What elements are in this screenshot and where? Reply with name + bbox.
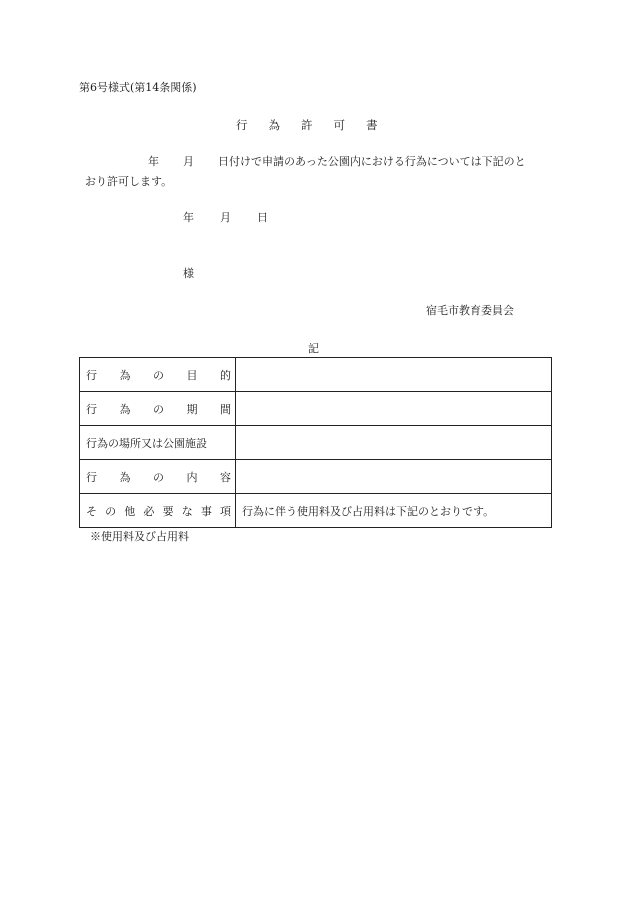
body-line-2: おり許可します。 xyxy=(85,175,173,188)
date-day: 日 xyxy=(257,211,268,224)
body-line-1 xyxy=(148,155,526,169)
fee-note: ※使用料及び占用料 xyxy=(90,530,189,543)
date-month: 月 xyxy=(220,211,231,224)
table-row xyxy=(80,358,552,392)
row-label: 行 為 の 期 間 xyxy=(86,402,231,416)
row-label-cell xyxy=(80,392,236,426)
table-row xyxy=(80,460,552,494)
row-label: 行 為 の 目 的 xyxy=(86,368,231,382)
date-year: 年 xyxy=(183,211,194,224)
row-value xyxy=(236,358,552,392)
month-label: 月 xyxy=(183,155,194,168)
row-label-cell xyxy=(80,358,236,392)
addressee-suffix: 様 xyxy=(183,267,194,280)
row-label-cell xyxy=(80,494,236,528)
ki-heading: 記 xyxy=(308,342,319,355)
table-row xyxy=(80,392,552,426)
row-label: 行 為 の 内 容 xyxy=(86,470,231,484)
body-text: 日付けで申請のあった公園内における行為については下記のと xyxy=(218,155,526,168)
form-number: 第6号様式(第14条関係) xyxy=(79,81,197,94)
row-value xyxy=(236,392,552,426)
row-label: 行為の場所又は公園施設 xyxy=(86,436,207,450)
row-value: 行為に伴う使用料及び占用料は下記のとおりです。 xyxy=(236,494,552,528)
row-value xyxy=(236,426,552,460)
details-table xyxy=(79,357,552,528)
row-label-cell xyxy=(80,460,236,494)
row-label-cell xyxy=(80,426,236,460)
row-value xyxy=(236,460,552,494)
document-title: 行為許可書 xyxy=(236,118,399,132)
year-label: 年 xyxy=(148,155,159,168)
table-row xyxy=(80,426,552,460)
table-row xyxy=(80,494,552,528)
row-label: そ の 他 必 要 な 事 項 xyxy=(86,504,231,518)
permit-date xyxy=(183,211,268,225)
issuer-name: 宿毛市教育委員会 xyxy=(426,304,514,317)
